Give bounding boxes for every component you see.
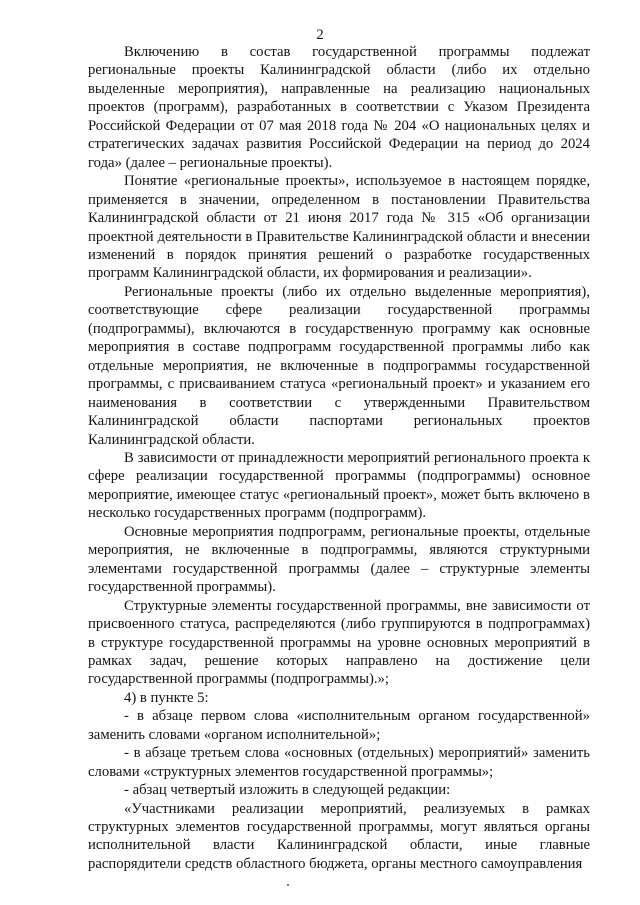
paragraph-structural-distribution: Структурные элементы государственной программы, вне зависимости от присвоенного статуса, распределяются (либо группируются в подпрограммах) в структуре государственной программы на уровне основных мероприятий в рамках задач, решение которых направлено на достижение цели государственной программы (подпрограммы).»; [88, 597, 590, 688]
paragraph-regional-projects-status: Региональные проекты (либо их отдельно выделенные мероприятия), соответствующие сфере реализации государственной программы (подпрограммы), включаются в государственную программу как основные мероприятия в составе подпрограмм государственной программы либо как отдельные мероприятия, не включенные в подпрограммы государственной программы, с присваиванием статуса «региональный проект» и указанием его наименования в соответствии с утвержденными Правительством Калининградской области паспортами региональных проектов Калининградской области. [88, 283, 590, 448]
paragraph-amendment-fourth: - абзац четвертый изложить в следующей редакции: [124, 782, 451, 799]
scan-dot [287, 884, 289, 886]
paragraph-amendment-third: - в абзаце третьем слова «основных (отдельных) мероприятий» заменить словами «структурных элементов государственной программы»; [88, 745, 590, 780]
document-body [88, 43, 590, 873]
paragraph-regional-projects-inclusion: Включению в состав государственной программы подлежат региональные проекты Калининградской области (либо их отдельно выделенные мероприятия), направленные на реализацию национальных проектов (программ), разработанных в соответствии с Указом Президента Российской Федерации от 07 мая 2018 года № 204 «О национальных целях и стратегических задачах развития Российской Федерации на период до 2024 года» (далее – региональные проекты). [88, 44, 590, 171]
paragraph-item-4: 4) в пункте 5: [124, 689, 209, 706]
paragraph-structural-elements: Основные мероприятия подпрограмм, региональные проекты, отдельные мероприятия, не включенные в подпрограммы, являются структурными элементами государственной программы (далее – структурные элементы государственной программы). [88, 523, 590, 596]
paragraph-regional-projects-definition: Понятие «региональные проекты», используемое в настоящем порядке, применяется в значении, определенном в постановлении Правительства Калининградской области от 21 июня 2017 года № 315 «Об организации проектной деятельности в Правительстве Калининградской области и внесении изменений в порядок принятия решений о разработке государственных программ Калининградской области, их формирования и реализации». [88, 173, 590, 282]
page-number: 2 [316, 27, 324, 43]
paragraph-amendment-first: - в абзаце первом слова «исполнительным органом государственной» заменить словами «органом исполнительной»; [88, 708, 590, 743]
paragraph-multiple-programs: В зависимости от принадлежности мероприятий регионального проекта к сфере реализации государственной программы (подпрограммы) основное мероприятие, имеющее статус «региональный проект», может быть включено в несколько государственных программ (подпрограмм). [88, 449, 590, 522]
paragraph-participants: «Участниками реализации мероприятий, реализуемых в рамках структурных элементов государственной программы, могут являться органы исполнительной власти Калининградской области, иные главные распорядители средств областного бюджета, органы местного самоуправления [88, 800, 590, 872]
